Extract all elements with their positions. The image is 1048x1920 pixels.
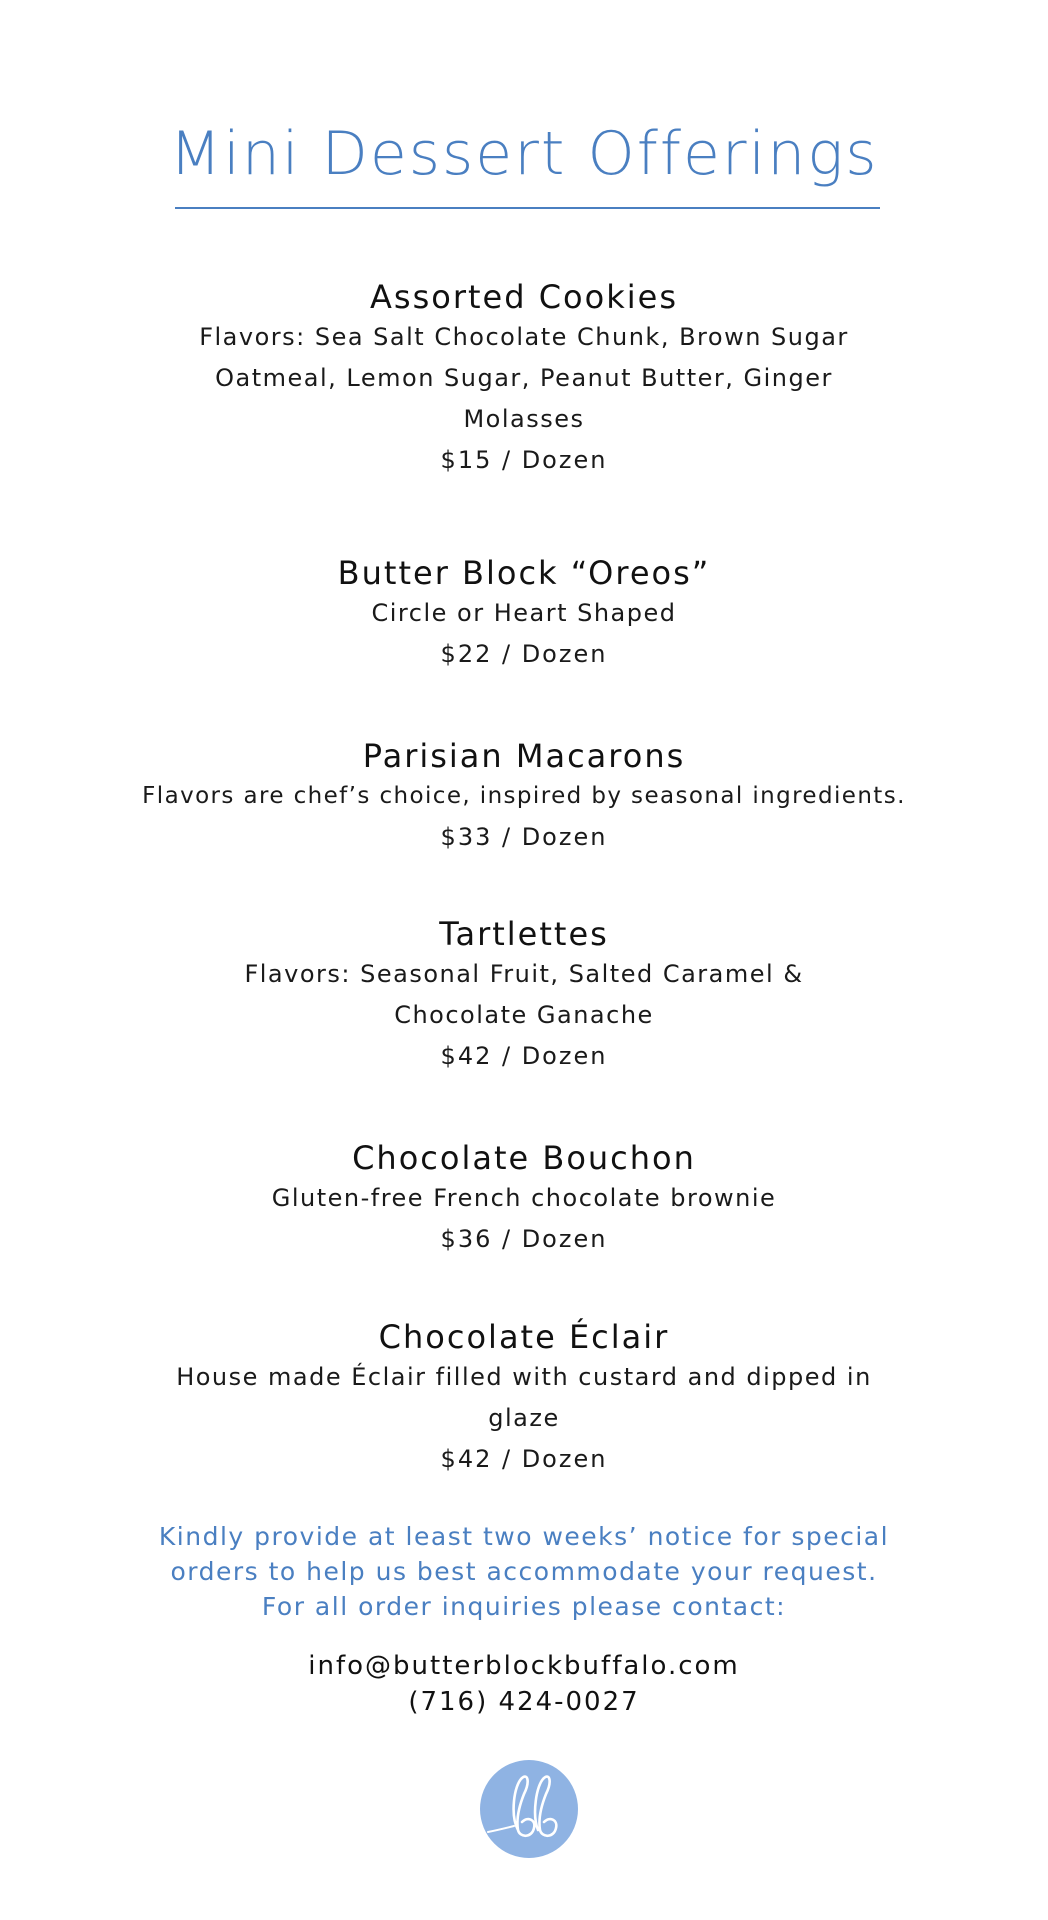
menu-item-tartlettes <box>80 914 968 1077</box>
item-description: Flavors are chef’s choice, inspired by seasonal ingredients. <box>142 783 906 809</box>
contact-phone[interactable]: (716) 424-0027 <box>408 1687 640 1717</box>
notice-line: Kindly provide at least two weeks’ notice for special <box>158 1522 890 1551</box>
butter-block-logo-icon <box>480 1760 578 1858</box>
item-description: House made Éclair filled with custard and dipped in glaze <box>176 1363 872 1432</box>
item-price: $15 / Dozen <box>440 446 608 474</box>
contact-info <box>60 1648 988 1720</box>
item-name: Tartlettes <box>439 915 609 953</box>
contact-email[interactable]: info@butterblockbuffalo.com <box>308 1651 740 1681</box>
item-price: $42 / Dozen <box>440 1445 608 1473</box>
order-notice <box>60 1519 988 1624</box>
notice-line: orders to help us best accommodate your request. <box>170 1557 878 1586</box>
item-price: $42 / Dozen <box>440 1042 608 1070</box>
logo-circle <box>480 1760 578 1858</box>
item-price: $33 / Dozen <box>440 823 608 851</box>
menu-item-butter-block-oreos <box>80 553 968 675</box>
item-name: Assorted Cookies <box>370 278 678 316</box>
item-name: Butter Block “Oreos” <box>337 554 711 592</box>
menu-item-chocolate-bouchon <box>80 1138 968 1260</box>
item-name: Chocolate Bouchon <box>352 1139 696 1177</box>
item-price: $36 / Dozen <box>440 1225 608 1253</box>
item-price: $22 / Dozen <box>440 640 608 668</box>
title-underline <box>175 207 880 209</box>
menu-item-assorted-cookies <box>80 277 968 481</box>
notice-line: For all order inquiries please contact: <box>261 1592 787 1621</box>
item-description: Flavors: Seasonal Fruit, Salted Caramel & Chocolate Ganache <box>244 960 804 1029</box>
page-title: Mini Dessert Offerings <box>169 119 879 189</box>
item-name: Chocolate Éclair <box>378 1318 670 1356</box>
item-name: Parisian Macarons <box>362 737 686 775</box>
menu-item-chocolate-eclair <box>80 1317 968 1480</box>
item-description: Flavors: Sea Salt Chocolate Chunk, Brown Sugar Oatmeal, Lemon Sugar, Peanut Butter, Ginger Molasses <box>199 323 849 433</box>
item-description: Circle or Heart Shaped <box>371 599 677 627</box>
menu-item-parisian-macarons <box>40 736 1008 858</box>
item-description: Gluten-free French chocolate brownie <box>271 1184 777 1212</box>
